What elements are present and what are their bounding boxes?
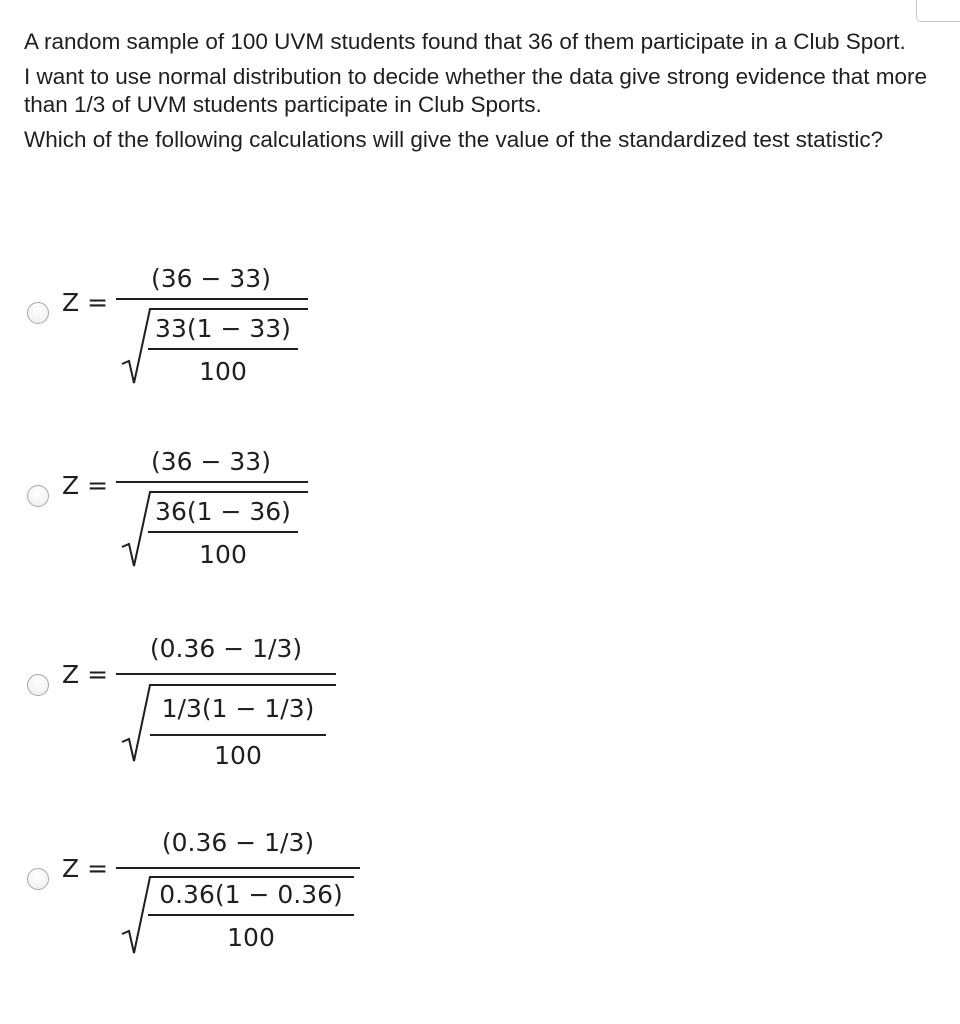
option-4-inner-fraction-bar [148, 914, 354, 916]
option-4-radio[interactable] [27, 868, 49, 890]
option-3-inner-fraction-bar [150, 734, 326, 736]
question-paragraph-1: A random sample of 100 UVM students found that 36 of them participate in a Club Sport. [24, 29, 906, 54]
option-3-inner-numerator: 1/3(1 − 1/3) [161, 694, 315, 723]
option-1-inner-numerator: 33(1 − 33) [155, 314, 291, 343]
option-2-numerator: (36 − 33) [151, 447, 271, 476]
option-1-radio[interactable] [27, 302, 49, 324]
question-text [24, 28, 939, 161]
corner-panel [916, 0, 960, 22]
option-2-inner-numerator: 36(1 − 36) [155, 497, 291, 526]
option-3-numerator: (0.36 − 1/3) [149, 634, 303, 663]
option-2-z-label: Z = [62, 471, 109, 500]
option-3-radio[interactable] [27, 674, 49, 696]
option-1-inner-denominator: 100 [199, 357, 247, 386]
option-3-fraction-bar [116, 673, 336, 675]
option-1-inner-fraction-bar [148, 348, 298, 350]
option-4-inner-numerator: 0.36(1 − 0.36) [159, 880, 343, 909]
option-2-inner-fraction-bar [148, 531, 298, 533]
option-1-numerator: (36 − 33) [151, 264, 271, 293]
option-4-numerator: (0.36 − 1/3) [161, 828, 315, 857]
option-2-fraction-bar [116, 481, 308, 483]
option-3-inner-denominator: 100 [214, 741, 262, 770]
option-4-z-label: Z = [62, 854, 109, 883]
option-1-z-label: Z = [62, 288, 109, 317]
question-paragraph-2: I want to use normal distribution to decide whether the data give strong evidence that more than 1/3 of UVM students participate in Club Sports. [24, 64, 928, 117]
option-3-z-label: Z = [62, 660, 109, 689]
option-2-radio[interactable] [27, 485, 49, 507]
option-2-inner-denominator: 100 [199, 540, 247, 569]
question-paragraph-3: Which of the following calculations will give the value of the standardized test statistic? [24, 127, 884, 152]
option-4-inner-denominator: 100 [227, 923, 275, 952]
option-1-fraction-bar [116, 298, 308, 300]
option-4-fraction-bar [116, 867, 360, 869]
